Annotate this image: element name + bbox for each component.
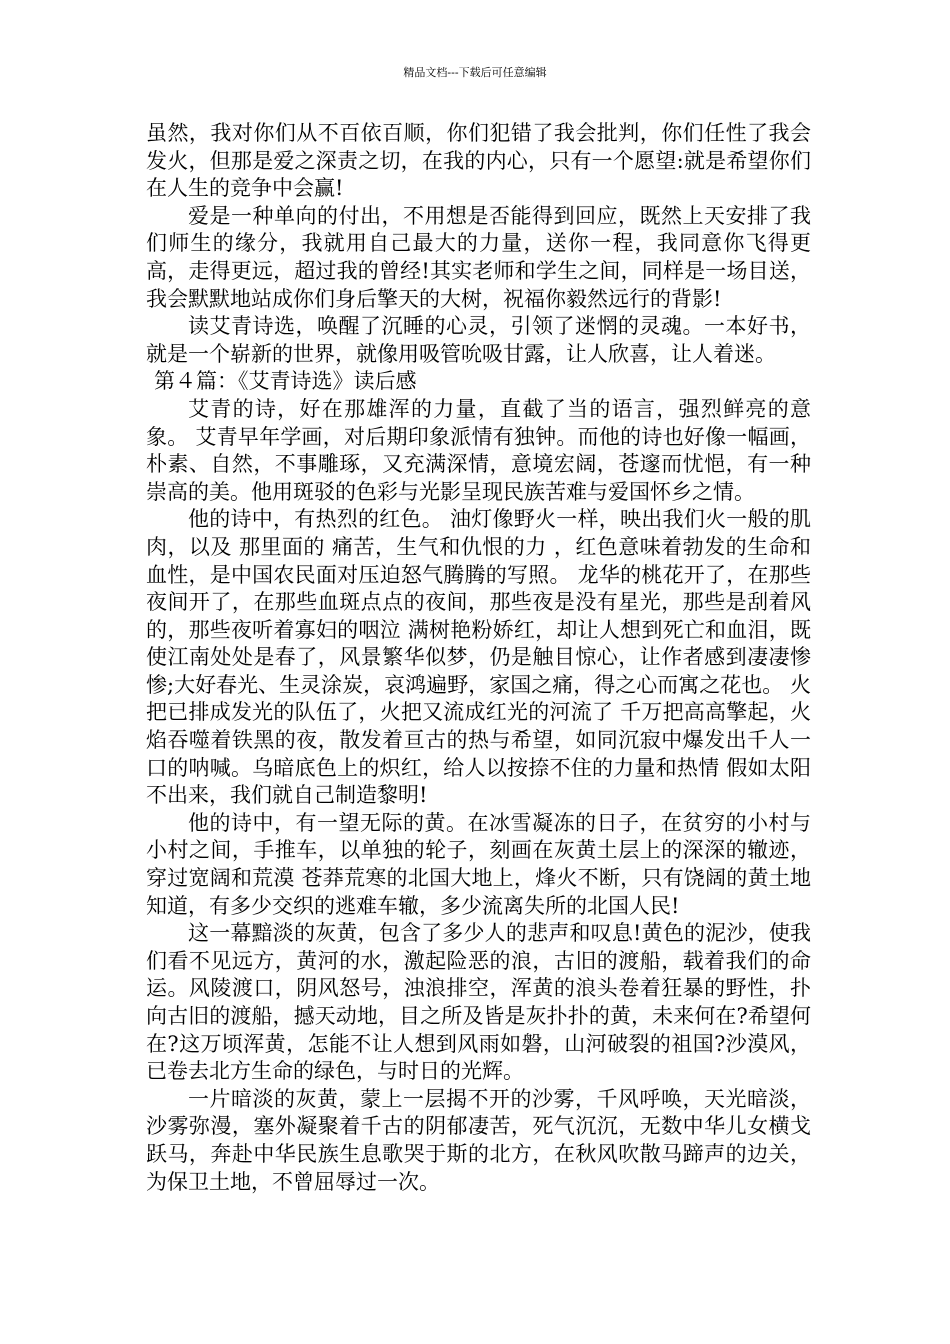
document-body <box>146 120 811 1196</box>
page-header: 精品文档---下载后可任意编辑 <box>403 66 547 79</box>
section-paragraph-5: 一片暗淡的灰黄，蒙上一层揭不开的沙雾，千风呼唤，天光暗淡，沙雾弥漫，塞外凝聚着千古的阴郁凄苦，死气沉沉，无数中华儿女横戈跃马，奔赴中华民族生息歌哭于斯的北方，在秋风吹散马蹄声的边关，为保卫土地，不曾屈辱过一次。 <box>146 1086 811 1194</box>
section-paragraph-1: 艾青的诗，好在那雄浑的力量，直截了当的语言，强烈鲜亮的意象。 艾青早年学画，对后期印象派情有独钟。而他的诗也好像一幅画，朴素、自然，不事雕琢，又充满深情，意境宏阔，苍邃而忧悒，有一种崇高的美。他用斑驳的色彩与光影呈现民族苦难与爱国怀乡之情。 <box>146 396 811 504</box>
section-paragraph-4: 这一幕黯淡的灰黄，包含了多少人的悲声和叹息!黄色的泥沙，使我们看不见远方，黄河的水，激起险恶的浪，古旧的渡船，载着我们的命运。风陵渡口，阴风怒号，浊浪排空，浑黄的浪头卷着狂暴的野性，扑向古旧的渡船，撼天动地，目之所及皆是灰扑扑的黄，未来何在?希望何在?这万顷浑黄，怎能不让人想到风雨如磐，山河破裂的祖国?沙漠风，已卷去北方生命的绿色，与时日的光辉。 <box>146 921 811 1084</box>
paragraph-2: 爱是一种单向的付出，不用想是否能得到回应，既然上天安排了我们师生的缘分，我就用自己最大的力量，送你一程，我同意你飞得更高，走得更远，超过我的曾经!其实老师和学生之间，同样是一场目送，我会默默地站成你们身后擎天的大树，祝福你毅然远行的背影! <box>146 203 811 311</box>
section-paragraph-2: 他的诗中，有热烈的红色。 油灯像野火一样，映出我们火一般的肌肉，以及 那里面的 痛苦，生气和仇恨的力 ，红色意味着勃发的生命和血性，是中国农民面对压迫怒气腾腾的写照。 龙华的桃花开了，在那些夜间开了，在那些血斑点点的夜间，那些夜是没有星光，那些是刮着风的，那些夜听着寡妇的咽泣 满树艳粉娇红，却让人想到死亡和血泪，既使江南处处是春了，风景繁华似梦，仍是触目惊心，让作者感到凄凄惨惨;大好春光、生灵涂炭，哀鸿遍野，家国之痛，得之心而寓之花也。 火把已排成发光的队伍了，火把又流成红光的河流了 千万把高高擎起，火焰吞噬着铁黑的夜，散发着亘古的热与希望，如同沉寂中爆发出千人一口的呐喊。乌暗底色上的炽红，给人以按捺不住的力量和热情 假如太阳不出来，我们就自己制造黎明! <box>146 507 811 808</box>
paragraph-3: 读艾青诗选，唤醒了沉睡的心灵，引领了迷惘的灵魂。一本好书，就是一个崭新的世界，就像用吸管吮吸甘露，让人欣喜，让人着迷。 <box>146 314 811 366</box>
paragraph-1: 虽然，我对你们从不百依百顺，你们犯错了我会批判，你们任性了我会发火，但那是爱之深责之切，在我的内心，只有一个愿望:就是希望你们在人生的竞争中会赢! <box>146 121 811 201</box>
section-heading: 第４篇：《艾青诗选》读后感 <box>154 369 417 394</box>
section-paragraph-3: 他的诗中，有一望无际的黄。在冰雪凝冻的日子，在贫穷的小村与小村之间，手推车，以单独的轮子，刻画在灰黄土层上的深深的辙迹，穿过宽阔和荒漠 苍莽荒寒的北国大地上，烽火不断，只有饶阔的黄土地知道，有多少交织的逃难车辙，多少流离失所的北国人民! <box>146 810 811 918</box>
